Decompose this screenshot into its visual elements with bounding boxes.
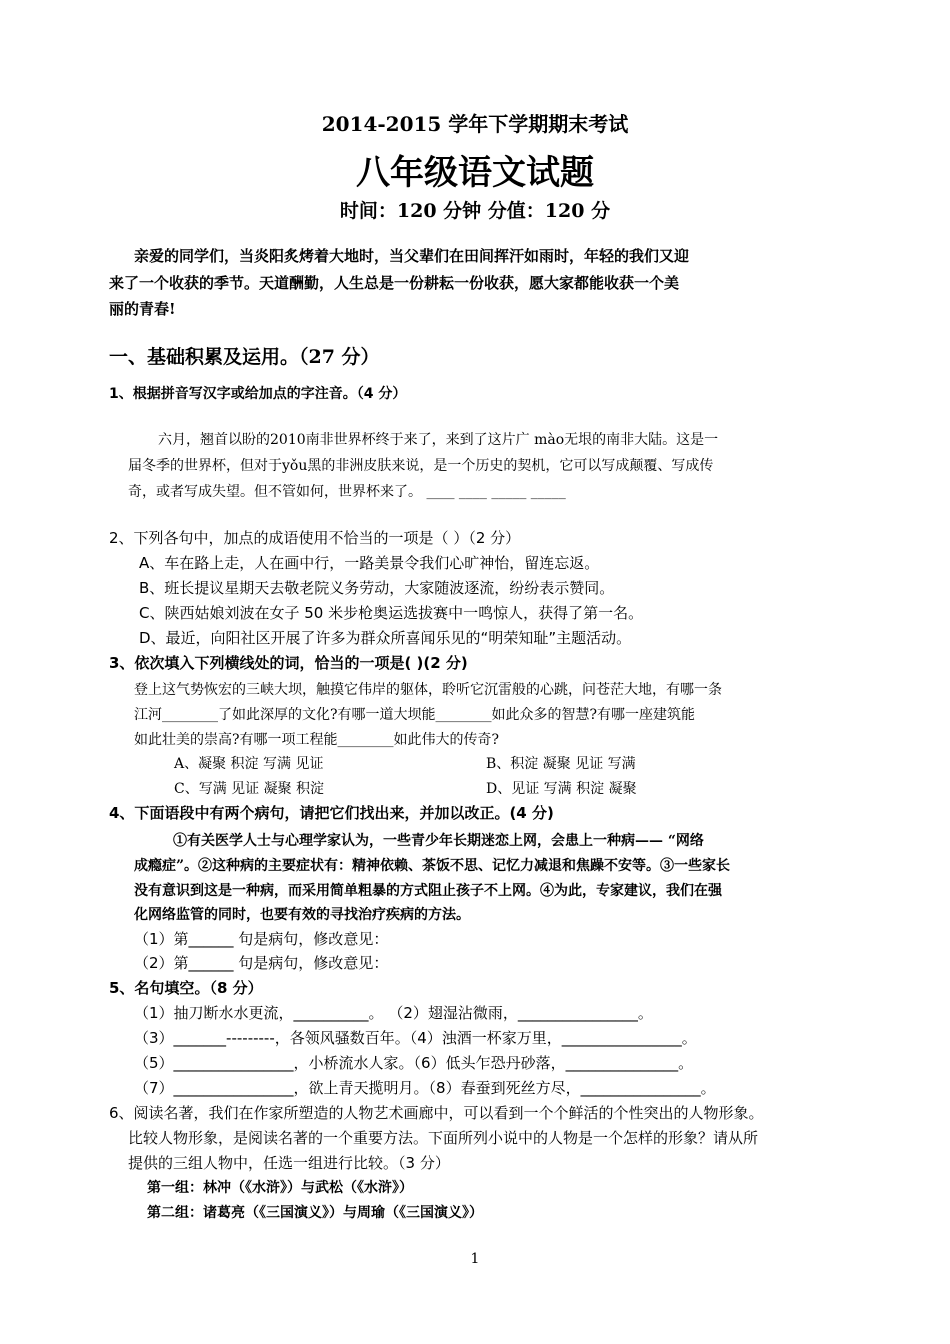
- question-2-option: A、车在路上走，人在画中行，一路美景令我们心旷神怡，留连忘返。: [139, 554, 600, 572]
- question-2-title: 2、下列各句中，加点的成语使用不恰当的一项是（ ）（2 分）: [109, 529, 521, 547]
- question-4-title: 4、下面语段中有两个病句，请把它们找出来，并加以改正。(4 分): [109, 804, 554, 822]
- question-1-text: 届冬季的世界杯，但对于yǒu黑的非洲皮肤来说，是一个历史的契机，它可以写成颠覆、写成传: [128, 458, 714, 474]
- question-2-option: C、陕西姑娘刘波在女子 50 米步枪奥运选拔赛中一鸣惊人，获得了第一名。: [139, 604, 644, 622]
- question-3-option: A、凝聚 积淀 写满 见证: [174, 756, 324, 772]
- question-1-text: 六月，翘首以盼的2010南非世界杯终于来了，来到了这片广 mào无垠的南非大陆。这是一: [158, 432, 719, 448]
- question-4-answer: （1）第______ 句是病句，修改意见：: [134, 930, 389, 948]
- intro-line: 亲爱的同学们，当炎阳炙烤着大地时，当父辈们在田间挥汗如雨时，年轻的我们又迎: [134, 247, 690, 265]
- question-6-text: 6、阅读名著，我们在作家所塑造的人物艺术画廊中，可以看到一个个鲜活的个性突出的人物形象。: [109, 1104, 764, 1122]
- question-6-text: 比较人物形象，是阅读名著的一个重要方法。下面所列小说中的人物是一个怎样的形象？请从所: [128, 1129, 759, 1147]
- question-4-text: 化网络监管的同时，也要有效的寻找治疗疾病的方法。: [134, 907, 470, 923]
- intro-line: 来了一个收获的季节。天道酬勤，人生总是一份耕耘一份收获，愿大家都能收获一个美: [109, 274, 680, 292]
- question-4-answer: （2）第______ 句是病句，修改意见：: [134, 954, 389, 972]
- paper-title: 八年级语文试题: [356, 153, 594, 193]
- question-6-text: 提供的三组人物中，任选一组进行比较。（3 分）: [128, 1154, 450, 1172]
- page-number: 1: [470, 1251, 480, 1267]
- question-5-line: （5）________________，小桥流水人家。（6）低头乍恐丹砂落，_______________。: [134, 1054, 694, 1072]
- question-5-title: 5、名句填空。（8 分）: [109, 979, 263, 997]
- question-3-text: 如此壮美的崇高?有哪一项工程能________如此伟大的传奇?: [134, 732, 500, 748]
- question-6-group: 第二组：诸葛亮（《三国演义》）与周瑜（《三国演义》）: [147, 1205, 483, 1221]
- question-3-option: C、写满 见证 凝聚 积淀: [174, 781, 325, 797]
- intro-line: 丽的青春!: [109, 300, 176, 318]
- question-3-text: 登上这气势恢宏的三峡大坝，触摸它伟岸的躯体，聆听它沉雷般的心跳，问苍茫大地，有哪一条: [134, 682, 722, 698]
- question-1-text: 奇，或者写成失望。但不管如何，世界杯来了。 ____ ____ _____ _____: [128, 484, 566, 500]
- question-3-title: 3、依次填入下列横线处的词，恰当的一项是( )(2 分): [109, 654, 468, 672]
- question-3-option: D、见证 写满 积淀 凝聚: [486, 781, 637, 797]
- question-1-title: 1、根据拼音写汉字或给加点的字注音。（4 分）: [109, 386, 407, 402]
- question-3-option: B、积淀 凝聚 见证 写满: [486, 756, 636, 772]
- question-5-line: （1）抽刀断水水更流，__________。 （2）翅湿沾微雨，________________。: [134, 1004, 653, 1022]
- question-2-option: B、班长提议星期天去敬老院义务劳动，大家随波逐流，纷纷表示赞同。: [139, 579, 615, 597]
- question-5-line: （7）________________，欲上青天揽明月。（8）春蚕到死丝方尽，________________。: [134, 1079, 716, 1097]
- question-2-option: D、最近，向阳社区开展了许多为群众所喜闻乐见的“明荣知耻”主题活动。: [139, 629, 632, 647]
- question-4-text: ①有关医学人士与心理学家认为，一些青少年长期迷恋上网，会患上一种病—— “网络: [173, 833, 704, 849]
- time-score: 时间：120 分钟 分值：120 分: [339, 200, 611, 222]
- question-5-line: （3）_______---------，各领风骚数百年。（4）浊酒一杯家万里，________________。: [134, 1029, 697, 1047]
- section-heading: 一、基础积累及运用。（27 分）: [109, 346, 380, 368]
- question-6-group: 第一组：林冲（《水浒》）与武松（《水浒》）: [147, 1180, 413, 1196]
- question-3-text: 江河________了如此深厚的文化?有哪一道大坝能________如此众多的智慧?有哪一座建筑能: [134, 707, 696, 723]
- exam-name: 2014-2015 学年下学期期末考试: [321, 112, 629, 136]
- question-4-text: 没有意识到这是一种病，而采用简单粗暴的方式阻止孩子不上网。④为此，专家建议，我们在强: [134, 883, 722, 899]
- question-4-text: 成瘾症”。②这种病的主要症状有：精神依赖、茶饭不思、记忆力减退和焦躁不安等。③一些家长: [134, 858, 731, 874]
